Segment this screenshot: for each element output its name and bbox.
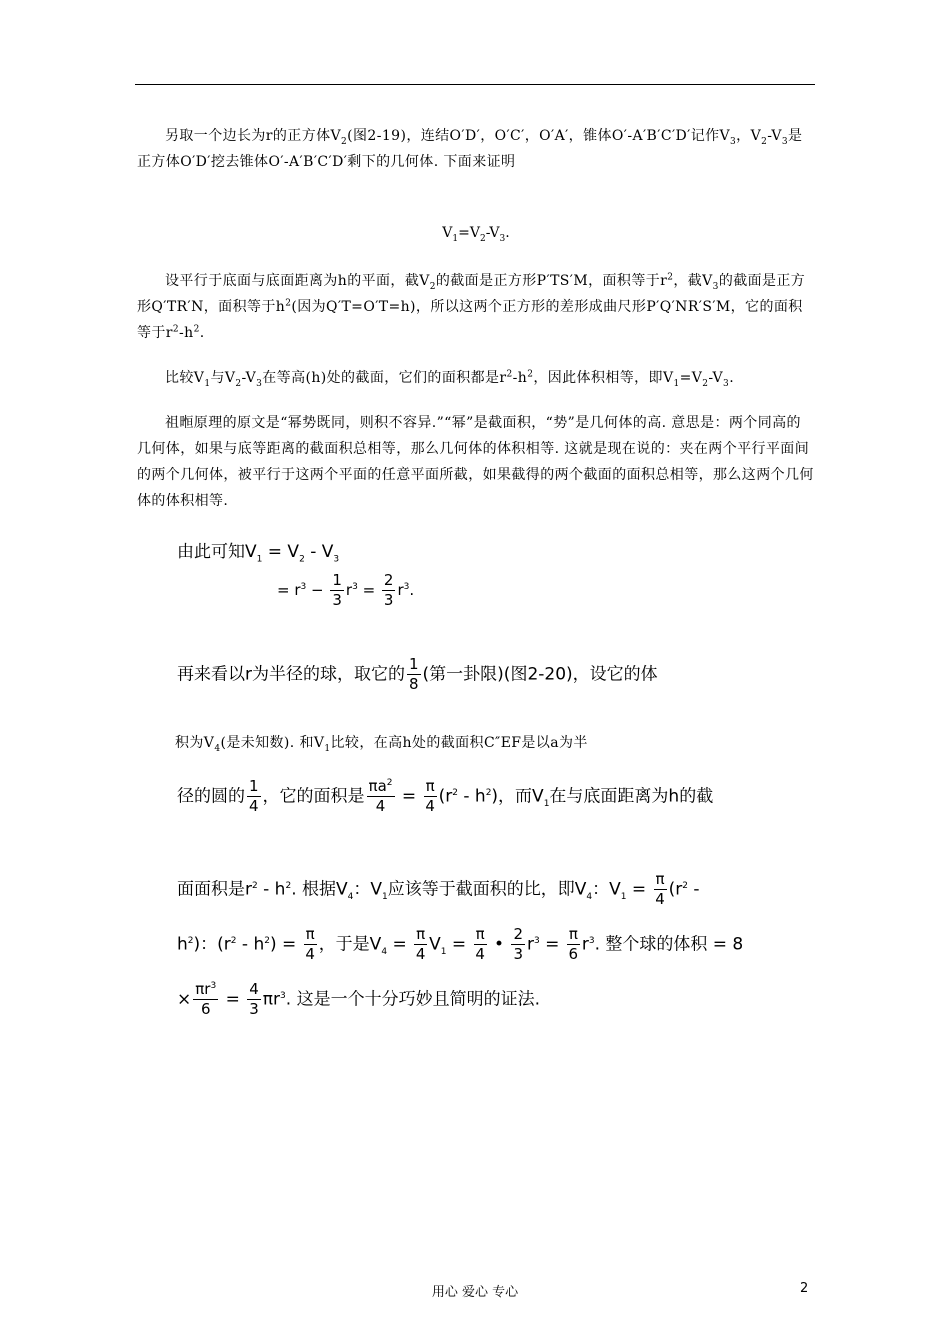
paragraph-v4: 积为$V_4$(是未知数). 和$V_1$比较，在高h处的截面积C″EF是以a为半: [175, 735, 588, 754]
fraction-one-eighth: $\frac{1}{8}$: [409, 655, 419, 693]
equation-v1: $V_1=V_2-V_3$.: [442, 225, 510, 244]
formula-line-1: 由此可知$V_1 = V_2 - V_3$: [177, 542, 340, 565]
formula-sphere-volume: × $\frac{\pi r^3}{6}$ = $\frac{4}{3}$ $\pi r^3$. 这是一个十分巧妙且简明的证法.: [177, 980, 540, 1018]
paragraph-compare: 比较$V_1$与$V_2-V_3$在等高(h)处的截面，它们的面积都是$r^2-h^2$，因此体积相等，即$V_1=V_2-V_3$.: [165, 369, 735, 389]
fraction-two-thirds: $\frac{2}{3}$: [383, 571, 394, 609]
paragraph-section: 设平行于底面与底面距离为h的平面，截$V_2$的截面是正方形P′TS′M，面积等于$r^2$，截$V_3$的截面是正方形Q′TR′N，面积等于$h^2$(因为Q′T=O′T=h)，所以这两个正方形的差形成曲尺形P′Q′NR′S′M，它的面积等于$r^2-h^2$.: [137, 272, 806, 341]
page-number: 2: [800, 1281, 809, 1296]
fraction-pi-over-4: $\frac{\pi}{4}$: [305, 925, 315, 963]
fraction-pi-r-cubed-over-6: $\frac{\pi r^3}{6}$: [195, 980, 217, 1018]
formula-sphere-intro: 再来看以r为半径的球，取它的 $\frac{1}{8}$ (第一卦限)(图2-20)，设它的体: [177, 655, 658, 693]
fraction-four-thirds: $\frac{4}{3}$: [249, 980, 259, 1018]
formula-v4-result: $h^2$)：$(r^2 - h^2)$ = $\frac{\pi}{4}$ ，于是$V_4$ = $\frac{\pi}{4}$ $V_1$ = $\frac{\pi}{4}$ • $\frac{2}{3}$ $r^3$ = $\frac{\pi}{6}$ $r^3$. 整个球的体积 = 8: [177, 925, 744, 963]
header-rule: [135, 84, 815, 85]
paragraph-zugeng: 祖暅原理的原文是“幂势既同，则积不容异.”“幂”是截面积，“势”是几何体的高. 意思是：两个同高的几何体，如果与底等距离的截面积总相等，那么几何体的体积相等. 这就是现在说的：夹在两个平行平面间的两个几何体，被平行于这两个平面的任意平面所截，如果截得的两个截面的面积总相等，那么这两个几何体的体积相等.: [137, 415, 814, 509]
fraction-pi-over-4: $\frac{\pi}{4}$: [415, 925, 426, 963]
fraction-pi-a-squared-over-4: $\frac{\pi a^2}{4}$: [368, 777, 393, 815]
fraction-pi-over-4: $\frac{\pi}{4}$: [425, 777, 435, 815]
fraction-one-quarter: $\frac{1}{4}$: [249, 777, 259, 815]
fraction-one-third: $\frac{1}{3}$: [332, 571, 342, 609]
page-footer: 用心 爱心 专心: [431, 1285, 519, 1300]
formula-ratio: 面面积是$r^2 - h^2$. 根据$V_4$：$V_1$应该等于截面积的比，即$V_4$：$V_1$ = $\frac{\pi}{4}$ ($r^2$ -: [177, 870, 700, 908]
fraction-pi-over-4: $\frac{\pi}{4}$: [655, 870, 665, 908]
fraction-pi-over-6: $\frac{\pi}{6}$: [568, 925, 579, 963]
formula-line-2: = $r^3$ − $\frac{1}{3}$ $r^3$ = $\frac{2}{3}$ $r^3$.: [277, 571, 415, 609]
formula-circle-area: 径的圆的 $\frac{1}{4}$ ，它的面积是 $\frac{\pi a^2}{4}$ = $\frac{\pi}{4}$ $(r^2 - h^2)$，而$V_1$在与底面距离为h的截: [177, 777, 714, 815]
paragraph-cube: 另取一个边长为r的正方体$V_2$(图2-19)，连结O′D′，O′C′，O′A′，锥体O′-A′B′C′D′记作$V_3$，$V_2-V_3$是正方体O′D′挖去锥体O′-A′B′C′D′剩下的几何体. 下面来证明: [137, 128, 803, 170]
fraction-two-thirds: $\frac{2}{3}$: [513, 925, 524, 963]
fraction-pi-over-4: $\frac{\pi}{4}$: [475, 925, 485, 963]
